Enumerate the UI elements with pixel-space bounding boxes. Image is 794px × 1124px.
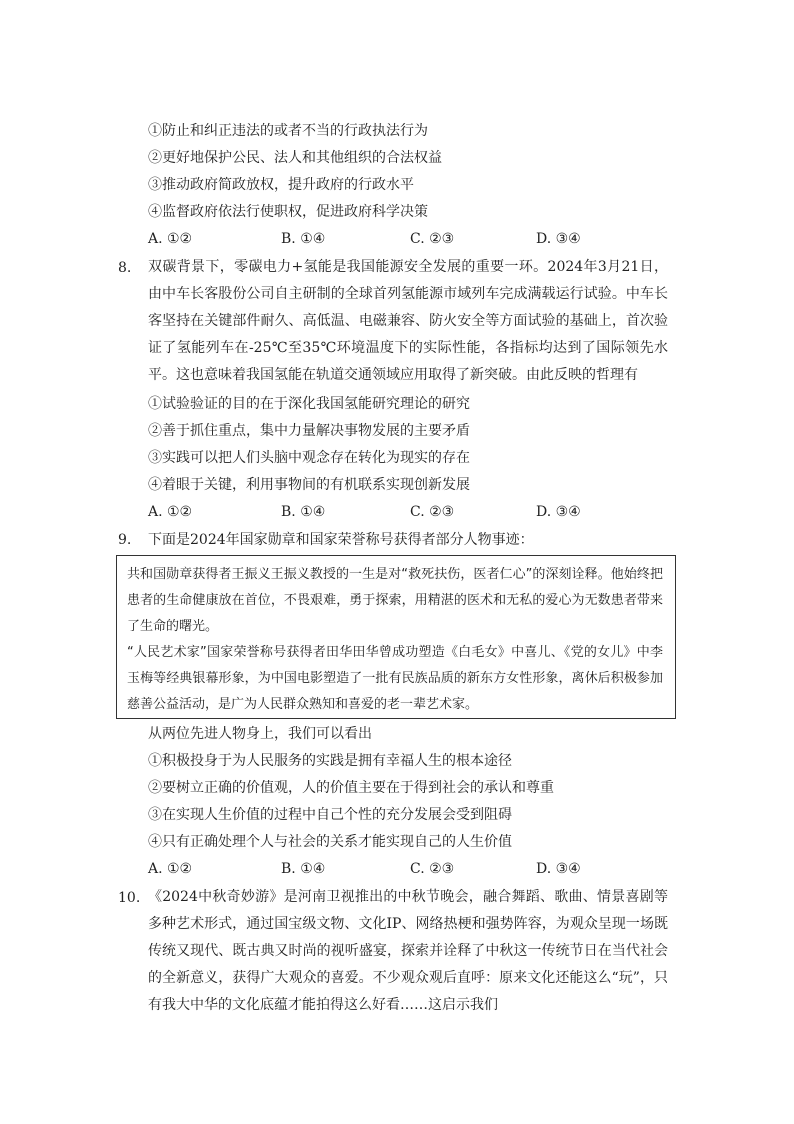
q9-options [148,859,608,879]
q9-statement-3: ③在实现人生价值的过程中自己个性的充分发展会受到阻碍 [148,807,512,823]
q9-number: 9. [118,532,132,548]
q8-stem: 双碳背景下，零碳电力+氢能是我国能源安全发展的重要一环。2024年3月21日，由中车长客股份公司自主研制的全球首列氢能源市域列车完成满载运行试验。中车长客坚持在关键部件耐久、高低温、电磁兼容、防火安全等方面试验的基础上，首次验证了氢能列车在-25℃至35℃环境温度下的实际性能，各指标均达到了国际领先水平。这也意味着我国氢能在轨道交通领域应用取得了新突破。由此反映的哲理有 [148,259,668,383]
q7-statement-2: ②更好地保护公民、法人和其他组织的合法权益 [148,150,442,166]
q7-statement-3: ③推动政府简政放权，提升政府的行政水平 [148,177,414,193]
q8-statement-4: ④着眼于关键，利用事物间的有机联系实现创新发展 [148,477,470,493]
q9-question: 从两位先进人物身上，我们可以看出 [148,726,372,742]
q8-statement-3: ③实践可以把人们头脑中观念存在转化为现实的存在 [148,450,470,466]
q8-option-a[interactable]: A. ①② [148,504,193,520]
q9-stem: 下面是2024年国家勋章和国家荣誉称号获得者部分人物事迹： [148,532,534,548]
q9-option-c[interactable]: C. ②③ [410,861,455,877]
q9-statement-4: ④只有正确处理个人与社会的关系才能实现自己的人生价值 [148,834,512,850]
q10-stem: 《2024中秋奇妙游》是河南卫视推出的中秋节晚会，融合舞蹈、歌曲、情景喜剧等多种艺术形式，通过国宝级文物、文化IP、网络热梗和强势阵容，为观众呈现一场既传统又现代、既古典又时尚的视听盛宴，探索并诠释了中秋这一传统节日在当代社会的全新意义，获得广大观众的喜爱。不少观众观后直呼：原来文化还能这么“玩”，只有我大中华的文化底蕴才能拍得这么好看……这启示我们 [148,889,668,1013]
q8-number: 8. [118,260,132,276]
q8-statement-2: ②善于抓住重点，集中力量解决事物发展的主要矛盾 [148,423,470,439]
q8-options [148,502,608,522]
q7-options [148,229,608,249]
q8-statement-1: ①试验验证的目的在于深化我国氢能研究理论的研究 [148,396,470,412]
q7-statement-1: ①防止和纠正违法的或者不当的行政执法行为 [148,123,428,139]
q9-option-b[interactable]: B. ①④ [281,861,326,877]
q9-material-paragraph-1: 共和国勋章获得者王振义王振义教授的一生是对“救死扶伤，医者仁心”的深刻诠释。他始终把患者的生命健康放在首位，不畏艰难，勇于探索，用精湛的医术和无私的爱心为无数患者带来了生命的曙光。 [127,567,663,634]
q8-option-b[interactable]: B. ①④ [281,504,326,520]
q9-material-box [116,555,676,719]
q8-option-d[interactable]: D. ③④ [536,504,581,520]
q7-option-d[interactable]: D. ③④ [536,231,581,247]
q10-number: 10. [118,890,141,906]
q9-option-d[interactable]: D. ③④ [536,861,581,877]
q9-material-paragraph-2: “人民艺术家”国家荣誉称号获得者田华田华曾成功塑造《白毛女》中喜儿、《党的女儿》中李玉梅等经典银幕形象，为中国电影塑造了一批有民族品质的新东方女性形象，离休后积极参加慈善公益活动，是广为人民群众熟知和喜爱的老一辈艺术家。 [127,645,663,712]
q7-option-b[interactable]: B. ①④ [281,231,326,247]
q7-option-c[interactable]: C. ②③ [410,231,455,247]
q7-option-a[interactable]: A. ①② [148,231,193,247]
q7-statement-4: ④监督政府依法行使职权，促进政府科学决策 [148,204,428,220]
q9-statement-1: ①积极投身于为人民服务的实践是拥有幸福人生的根本途径 [148,753,512,769]
q9-option-a[interactable]: A. ①② [148,861,193,877]
q8-option-c[interactable]: C. ②③ [410,504,455,520]
q9-statement-2: ②要树立正确的价值观，人的价值主要在于得到社会的承认和尊重 [148,780,554,796]
